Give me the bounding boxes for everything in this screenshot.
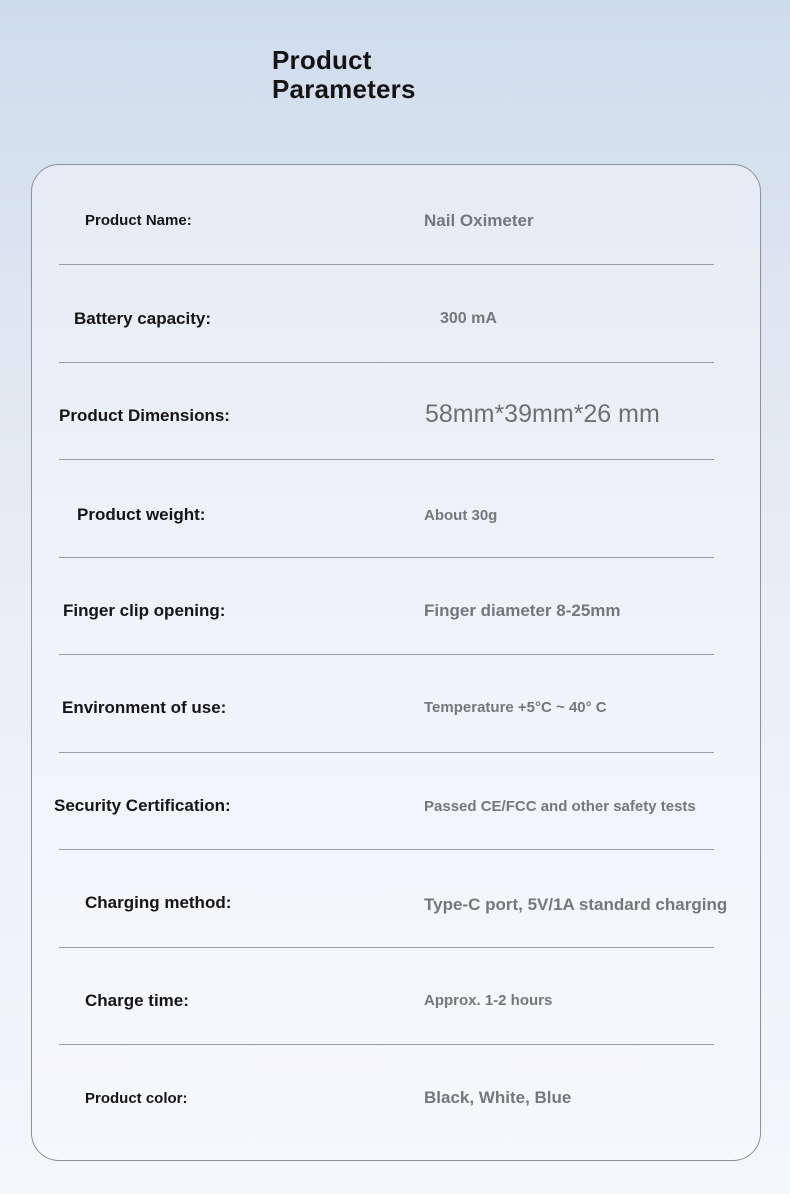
param-value: Type-C port, 5V/1A standard charging <box>424 895 728 914</box>
param-row-product-name <box>32 165 760 263</box>
param-value: About 30g <box>424 507 498 524</box>
page-title-line-1: Product <box>272 45 372 75</box>
param-value: Temperature +5°C ~ 40° C <box>424 699 607 716</box>
page-title <box>272 46 416 104</box>
param-label: Charging method: <box>85 893 232 912</box>
param-row-product-color <box>32 1045 760 1143</box>
param-value: Nail Oximeter <box>424 211 534 230</box>
param-row-product-weight <box>32 460 760 558</box>
param-label: Finger clip opening: <box>63 601 226 620</box>
param-row-finger-clip-opening <box>32 558 760 656</box>
param-value: 58mm*39mm*26 mm <box>425 400 660 428</box>
param-label: Product Dimensions: <box>59 406 230 425</box>
param-label: Environment of use: <box>62 698 227 717</box>
param-label: Security Certification: <box>54 796 231 815</box>
param-row-charge-time <box>32 948 760 1046</box>
param-value: Finger diameter 8-25mm <box>424 601 621 620</box>
param-row-environment-of-use <box>32 655 760 753</box>
param-value: 300 mA <box>440 310 497 327</box>
param-label: Product weight: <box>77 505 206 524</box>
param-label: Product Name: <box>85 212 192 229</box>
parameters-card <box>31 164 761 1161</box>
param-value: Passed CE/FCC and other safety tests <box>424 798 696 815</box>
param-label: Product color: <box>85 1090 188 1107</box>
param-label: Charge time: <box>85 991 189 1010</box>
param-value: Black, White, Blue <box>424 1088 572 1107</box>
param-row-battery-capacity <box>32 265 760 363</box>
param-value: Approx. 1-2 hours <box>424 992 553 1009</box>
page-title-line-2: Parameters <box>272 74 416 104</box>
param-row-product-dimensions <box>32 363 760 461</box>
param-row-charging-method <box>32 850 760 948</box>
param-row-security-certification <box>32 753 760 851</box>
param-label: Battery capacity: <box>74 309 212 328</box>
